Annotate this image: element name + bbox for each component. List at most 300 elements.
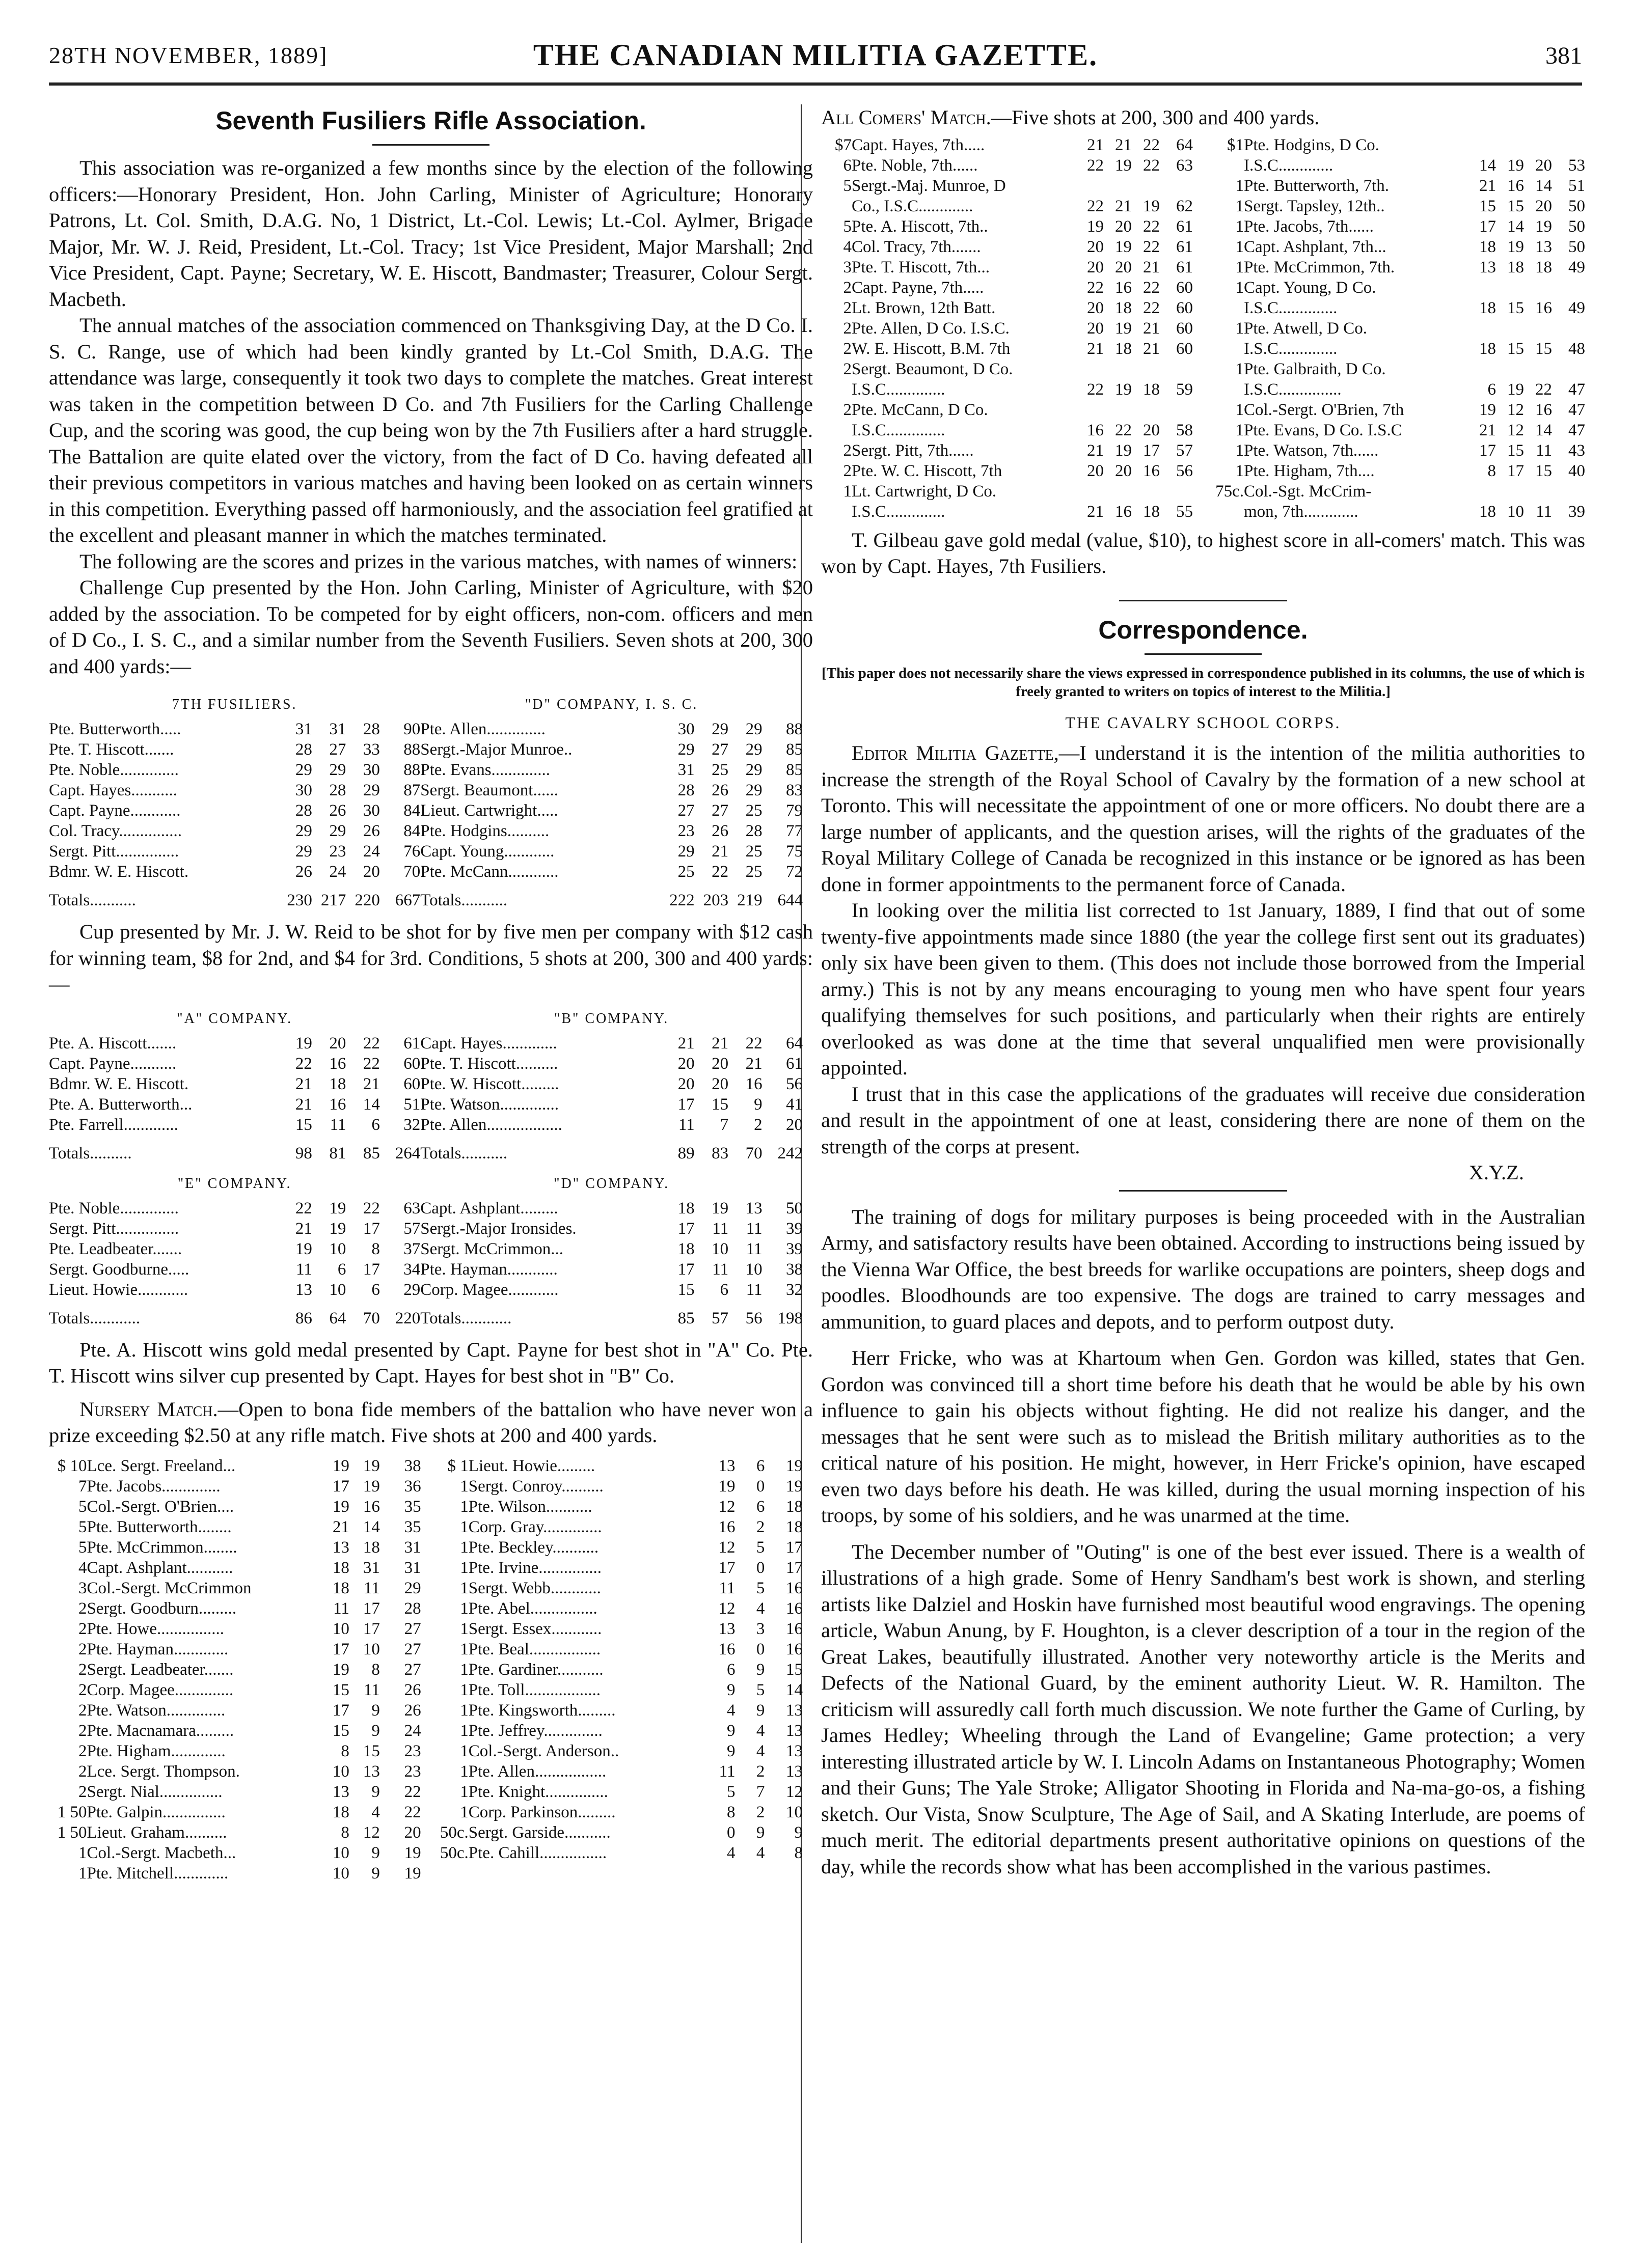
score-cell: 11 [296,1260,312,1279]
shooter-name: Capt. Ashplant........... [87,1558,233,1577]
score-cell: 51 [1568,176,1585,195]
score-cell: 47 [1568,380,1585,399]
score-cell: 15 [786,1660,803,1679]
score-cell: 13 [363,1762,380,1781]
score-cell: 19 [329,1199,346,1218]
score-cell: 27 [329,740,346,759]
score-cell: 22 [363,1054,380,1073]
score-cell: 18 [1535,258,1552,276]
shooter-name: Lieut. Howie............ [49,1280,188,1299]
shooter-name: Lce. Sergt. Thompson. [87,1762,240,1781]
total-score: 230 [287,891,312,909]
score-cell: 22 [1143,217,1160,236]
table-row [49,1659,803,1680]
shooter-name: Sergt. Goodburne..... [49,1260,189,1279]
score-cell: 22 [1087,278,1104,297]
total-score: 57 [712,1309,729,1327]
shooter-name: Pte. Allen.................. [420,1115,562,1134]
table-row [49,1115,803,1135]
prize-amount: 1 [460,1660,469,1679]
shooter-name: Capt. Hayes, 7th..... [852,135,985,154]
shooter-name: Pte. Hayman............. [87,1640,229,1658]
prize-amount: 1 [460,1579,469,1597]
shooter-name: Pte. Allen.............. [420,720,546,738]
table-row [49,1219,803,1239]
score-cell: 48 [1568,339,1585,358]
table-row [49,1074,803,1094]
table-row [49,1456,803,1476]
score-cell: 19 [332,1456,349,1475]
team-heading: "B" COMPANY. [554,1010,669,1027]
shooter-name: Sergt. Leadbeater....... [87,1660,234,1679]
prize-amount [821,379,852,400]
shooter-name: Bdmr. W. E. Hiscott. [49,1074,189,1093]
letter-text: —I understand it is the intention of the militia authorities to increase the strength of the Royal School of Cavalry by the formation of a new school at Toronto. This will necessitate the appointment of one or more officers. No doubt there are a large number of applicants, and the question arises, will the rights of the graduates of the Royal Military College of Canada be recognized in this instance or be ignored as has been done in former appointments to the permanent force of Canada. [821,741,1585,896]
shooter-name: Pte. Macnamara......... [87,1721,234,1740]
score-cell: 30 [363,761,380,779]
total-score: 83 [712,1144,729,1163]
score-cell: 30 [295,781,312,799]
total-score: 644 [777,891,803,909]
score-cell: 22 [1115,421,1132,439]
score-cell: 26 [712,822,729,840]
total-score: 98 [295,1144,312,1163]
score-cell: 31 [329,720,346,738]
score-cell: 9 [726,1721,736,1740]
table-row [49,1700,803,1721]
score-cell: 18 [1115,298,1132,317]
score-cell: 19 [1507,156,1524,175]
prize-amount: 2 [843,400,852,419]
article-title: Seventh Fusiliers Rifle Association. [215,106,646,135]
total-score: 81 [329,1144,346,1163]
all-comers-scores [821,135,1585,522]
score-cell: 10 [712,1239,729,1258]
shooter-name: Pte. Noble.............. [49,761,179,779]
score-cell: 14 [363,1517,380,1536]
shooter-name: Sergt.-Major Munroe.. [420,740,573,759]
item-outing: The December number of "Outing" is one of the best ever issued. There is a wealth of illustrations of a high grade. Some of Henry Sandham's best work is shown, and sterling artists like Dalziel and Hoskin have furnished most beautiful wood engravings. The opening article, Wabun Anung, by F. Houghton, is a clever description of a tour in the region of the Great Lakes, beautifully illustrated. Another very noteworthy article is the Merits and Defects of the National Guard, by the eminent authority Lieut. W. R. Hamilton. The criticism will assuredly call forth much discussion. We note further the Game of Curling, by James Hedley; Wheeling through the Land of Evangeline; Game protection; a very interesting illustrated article by W. I. Lincoln Adams on Instantaneous Photography; Women and their Guns; The Yale Stroke; Alligator Shooting in Florida and Na-ma-go-os, a fishing sketch. Our Vista, Snow Sculpture, The Age of Sail, and A Skating Interlude, are poems of much merit. The editorial departments present authoritative opinions on questions of the day, while the records show what has been accomplished in the various pastimes. [821,1540,1585,1878]
score-cell: 27 [404,1619,421,1638]
score-cell: 19 [1507,237,1524,256]
score-cell: 29 [404,1579,421,1597]
score-cell: 10 [329,1239,346,1258]
score-cell: 13 [786,1701,803,1720]
score-cell: 8 [341,1741,349,1760]
score-cell [735,1863,765,1884]
score-cell: 19 [1115,237,1132,256]
team-heading: "D" COMPANY. [554,1175,670,1192]
score-cell: 14 [1535,421,1552,439]
shooter-name: Pte. Cahill................ [468,1843,607,1862]
totals-row [49,882,803,910]
shooter-name: Pte. Leadbeater....... [49,1239,182,1258]
score-cell: 30 [677,720,695,738]
total-score: 85 [363,1144,380,1163]
score-cell [1132,481,1160,502]
totals-label: Totals............ [420,1309,512,1327]
score-cell: 9 [756,1660,765,1679]
score-cell [1524,318,1552,339]
score-cell: 19 [332,1497,349,1516]
table-row [821,155,1193,176]
score-cell [1104,400,1132,420]
shooter-name: Pte. Toll.................. [468,1680,601,1699]
shooter-name: Corp. Gray.............. [468,1517,602,1536]
score-cell: 31 [404,1538,421,1557]
shooter-name: Capt. Payne........... [49,1054,177,1073]
score-cell: 35 [404,1497,421,1516]
correspondence-title: Correspondence. [1098,615,1308,644]
prize-amount: $7 [835,135,852,154]
table-row [49,760,803,780]
score-cell: 20 [1087,319,1104,338]
total-score: 85 [677,1309,695,1327]
score-cell: 22 [363,1034,380,1053]
score-cell: 14 [1479,156,1496,175]
score-cell: 19 [786,1456,803,1475]
score-cell: 16 [786,1579,803,1597]
prize-amount: 2 [78,1762,87,1781]
shooter-name: Bdmr. W. E. Hiscott. [49,863,189,881]
prize-amount [1206,379,1244,400]
table-row [1206,196,1585,216]
score-cell: 16 [745,1074,763,1093]
prize-amount: 1 [460,1741,469,1760]
score-cell: 6 [1487,380,1496,399]
score-cell: 11 [746,1219,763,1238]
left-column [49,104,813,1884]
score-cell: 22 [1087,380,1104,399]
shooter-name: Pte. Allen................. [468,1762,607,1781]
table-row [49,1054,803,1074]
score-cell: 20 [712,1054,729,1073]
shooter-name: Lieut. Cartwright..... [420,801,558,820]
score-cell: 15 [363,1741,380,1760]
score-cell: 20 [1115,217,1132,236]
score-cell: 9 [756,1823,765,1842]
score-cell: 19 [329,1219,346,1238]
table-row [1206,135,1585,155]
score-cell [1524,481,1552,502]
table-row [821,257,1193,278]
score-cell: 29 [295,761,312,779]
score-cell: 2 [754,1115,763,1134]
score-cell: 50 [1568,217,1585,236]
score-cell [1552,278,1585,298]
shooter-name: Col. Tracy, 7th....... [852,237,981,256]
score-cell: 20 [1087,461,1104,480]
score-cell: 12 [363,1823,380,1842]
score-cell: 41 [786,1095,803,1114]
score-cell: 15 [1507,441,1524,460]
score-cell [1552,481,1585,502]
total-score: 219 [737,891,763,909]
score-cell: 38 [786,1260,803,1279]
letter-paragraph: I trust that in this case the applications of the graduates will receive due consideration and result in the appointment of one at least, considering there are none of them on the strength of the corps at present. [821,1082,1585,1158]
score-cell: 21 [677,1034,695,1053]
score-cell: 26 [404,1680,421,1699]
score-cell: 21 [745,1054,763,1073]
table-row [1206,379,1585,400]
total-score: 220 [355,891,380,909]
prize-amount: $ 10 [57,1456,87,1475]
score-cell: 20 [1087,237,1104,256]
score-cell: 6 [756,1456,765,1475]
shooter-name: Pte. A. Hiscott....... [49,1034,177,1053]
shooter-name: Capt. Ashplant......... [420,1199,558,1218]
page-number: 381 [1545,42,1582,69]
score-cell: 9 [726,1680,736,1699]
shooter-name: Capt. Hayes........... [49,781,178,799]
score-cell: 17 [677,1095,695,1114]
score-cell: 21 [295,1074,312,1093]
score-cell: 13 [1535,237,1552,256]
table-row [49,1198,803,1219]
score-cell: 60 [403,1074,421,1093]
score-cell: 18 [1479,298,1496,317]
score-cell: 23 [677,822,695,840]
score-cell: 39 [786,1219,803,1238]
score-cell: 47 [1568,400,1585,419]
paragraph: T. Gilbeau gave gold medal (value, $10), to highest score in all-comers' match. This was won by Capt. Hayes, 7th Fusiliers. [821,528,1585,577]
score-cell: 18 [1115,339,1132,358]
total-score: 86 [295,1309,312,1327]
score-cell: 29 [329,761,346,779]
score-cell: 61 [786,1054,803,1073]
paragraph: This association was re-organized a few months since by the election of the following officers:—Honorary President, Hon. John Carling, Minister of Agriculture; Honorary Patrons, Lt. Col. Smith, D.A.G. No, 1 District, Lt.-Col. Lewis; Lt.-Col. Aylmer, Brigade Major, Mr. W. J. Reid, President, Lt.-Col. Tracy; 1st Vice President, Major Marshall; 2nd Vice President, Capt. Payne; Secretary, W. E. Hiscott, Bandmaster; Treasurer, Colour Sergt. Macbeth. [49,156,813,311]
all-comers-right-list [1206,135,1585,522]
shooter-name: I.S.C............. [1244,156,1333,175]
score-cell: 19 [1115,156,1132,175]
score-cell: 13 [332,1538,349,1557]
score-cell: 21 [712,842,729,861]
score-cell [1132,359,1160,379]
score-cell: 50 [1568,237,1585,256]
table-row [49,719,803,739]
score-cell: 60 [1176,339,1193,358]
prize-amount: 2 [78,1680,87,1699]
score-cell: 9 [726,1741,736,1760]
shooter-name: Col.-Sergt. McCrimmon [87,1579,252,1597]
score-cell: 60 [1176,319,1193,338]
score-cell: 15 [712,1095,729,1114]
score-cell: 13 [745,1199,763,1218]
score-cell: 13 [718,1619,736,1638]
table-row [49,1476,803,1497]
score-cell: 17 [332,1640,349,1658]
score-cell: 21 [1143,319,1160,338]
score-cell: 13 [786,1721,803,1740]
score-cell: 11 [719,1762,736,1781]
prize-amount: 6 [843,156,852,175]
score-cell: 18 [363,1538,380,1557]
table-row [49,1517,803,1537]
score-cell: 60 [1176,278,1193,297]
paragraph: Challenge Cup presented by the Hon. John Carling, Minister of Agriculture, with $20 added by the association. To be competed for by eight officers, non-com. officers and men of D Co., I. S. C., and a similar number from the Seventh Fusiliers. Seven shots at 200, 300 and 400 yards:— [49,576,813,678]
score-cell: 9 [371,1701,380,1720]
shooter-name: I.S.C.............. [852,380,945,399]
shooter-name: Pte. Galbraith, D Co. [1244,359,1386,378]
table-row [1206,502,1585,522]
score-cell: 11 [364,1680,380,1699]
table-row [1206,176,1585,196]
table-row [1206,155,1585,176]
score-cell: 4 [726,1701,736,1720]
score-cell: 6 [371,1280,380,1299]
table-row [821,339,1193,359]
score-cell: 40 [1568,461,1585,480]
table-row [821,400,1193,420]
shooter-name: Lieut. Howie......... [468,1456,595,1475]
table-row [1206,257,1585,278]
shooter-name: Pte. Mitchell............. [87,1864,229,1883]
score-cell [1496,135,1524,155]
score-cell: 11 [364,1579,380,1597]
score-cell: 17 [786,1538,803,1557]
score-cell: 84 [403,801,421,820]
prize-amount: 75c. [1215,482,1244,501]
score-cell: 17 [332,1477,349,1496]
score-cell: 15 [677,1280,695,1299]
score-cell: 27 [404,1640,421,1658]
score-cell: 11 [746,1239,763,1258]
score-cell: 22 [404,1803,421,1821]
shooter-name: Pte. A. Butterworth... [49,1095,193,1114]
shooter-name: Pte. Jeffrey.............. [468,1721,603,1740]
score-cell: 24 [329,863,346,881]
score-cell: 90 [403,720,421,738]
prize-amount: 1 [460,1477,469,1496]
prize-amount [821,420,852,440]
shooter-name: Pte. Noble.............. [49,1199,179,1218]
score-cell: 10 [363,1640,380,1658]
score-cell: 32 [403,1115,421,1134]
score-cell: 16 [1087,421,1104,439]
shooter-name: Capt. Ashplant, 7th... [1244,237,1386,256]
score-cell: 61 [403,1034,421,1053]
score-cell: 29 [677,842,695,861]
shooter-name: Pte. Evans, D Co. I.S.C [1244,421,1402,439]
score-cell: 12 [786,1782,803,1801]
score-cell: 60 [403,1054,421,1073]
prize-amount: 5 [78,1497,87,1516]
score-cell: 5 [756,1538,765,1557]
score-cell: 27 [712,801,729,820]
total-score: 89 [677,1144,695,1163]
score-cell: 60 [1176,298,1193,317]
score-cell: 25 [677,863,695,881]
totals-label: Totals........... [420,891,508,909]
prize-amount: 1 [460,1517,469,1536]
prize-amount: 1 50 [57,1823,87,1842]
score-cell: 53 [1568,156,1585,175]
shooter-name: Col. Tracy............... [49,822,182,840]
score-cell [1496,278,1524,298]
score-cell: 20 [1087,258,1104,276]
shooter-name: Pte. McCann, D Co. [852,400,988,419]
score-cell: 21 [332,1517,349,1536]
shooter-name: Lieut. Graham.......... [87,1823,227,1842]
score-cell: 21 [1143,258,1160,276]
score-cell: 9 [371,1782,380,1801]
score-cell: 28 [677,781,695,799]
score-cell: 0 [756,1640,765,1658]
table-row [49,1863,803,1884]
score-cell: 14 [1507,217,1524,236]
score-cell: 28 [295,740,312,759]
score-cell: 9 [371,1864,380,1883]
section-rule [1119,1190,1287,1192]
total-score: 264 [395,1144,421,1163]
score-cell: 21 [1087,135,1104,154]
score-cell [1552,359,1585,379]
shooter-name: Pte. T. Hiscott, 7th... [852,258,990,276]
shooter-name: Pte. McCrimmon........ [87,1538,237,1557]
paragraph: Cup presented by Mr. J. W. Reid to be shot for by five men per company with $12 cash for winning team, $8 for 2nd, and $4 for 3rd. Conditions, 5 shots at 200, 300 and 400 yards:— [49,920,813,995]
table-row [1206,298,1585,318]
score-cell: 29 [329,822,346,840]
shooter-name: Capt. Young............ [420,842,555,861]
score-cell: 18 [677,1199,695,1218]
section-rule [1119,600,1287,601]
prize-amount: 3 [78,1579,87,1597]
score-cell: 28 [745,822,763,840]
score-cell: 2 [756,1517,765,1536]
score-cell: 17 [363,1599,380,1618]
score-cell: 16 [363,1497,380,1516]
score-cell: 10 [332,1864,349,1883]
score-cell: 18 [1507,258,1524,276]
score-cell: 83 [786,781,803,799]
score-cell: 17 [363,1260,380,1279]
score-cell: 17 [677,1260,695,1279]
shooter-name: Pte. Butterworth, 7th. [1244,176,1390,195]
score-cell: 4 [756,1843,765,1862]
shooter-name: Capt. Payne, 7th..... [852,278,984,297]
score-cell [1076,400,1104,420]
totals-label: Totals........... [49,891,136,909]
table-row [49,739,803,760]
score-cell: 38 [404,1456,421,1475]
score-cell: 31 [677,761,695,779]
table-row [49,1802,803,1822]
score-cell: 10 [1507,502,1524,521]
shooter-name: Sergt. Essex............ [468,1619,602,1638]
shooter-name: Sergt. Nial............... [87,1782,223,1801]
score-cell: 16 [718,1517,736,1536]
editorial-disclaimer: [This paper does not necessarily share the views expressed in correspondence published in its columns, the use of which is freely granted to writers on topics of interest to the Militia.] [822,665,1585,700]
shooter-name: Col.-Sergt. Macbeth... [87,1843,236,1862]
table-row [821,318,1193,339]
score-cell: 21 [1087,339,1104,358]
letter-paragraph [821,740,1585,897]
shooter-name: Pte. Higham, 7th.... [1244,461,1375,480]
score-cell: 4 [756,1599,765,1618]
shooter-name: Pte. Watson.............. [87,1701,226,1720]
score-cell: 18 [332,1803,349,1821]
score-cell: 55 [1176,502,1193,521]
table-row [49,1761,803,1782]
shooter-name: Pte. Hodgins.......... [420,822,550,840]
shooter-name: I.S.C.............. [1244,339,1338,358]
score-cell: 16 [1115,502,1132,521]
prize-amount: 2 [843,461,852,480]
score-cell: 70 [403,863,421,881]
score-cell: 7 [756,1782,765,1801]
score-cell: 8 [371,1239,380,1258]
score-cell: 19 [718,1477,736,1496]
